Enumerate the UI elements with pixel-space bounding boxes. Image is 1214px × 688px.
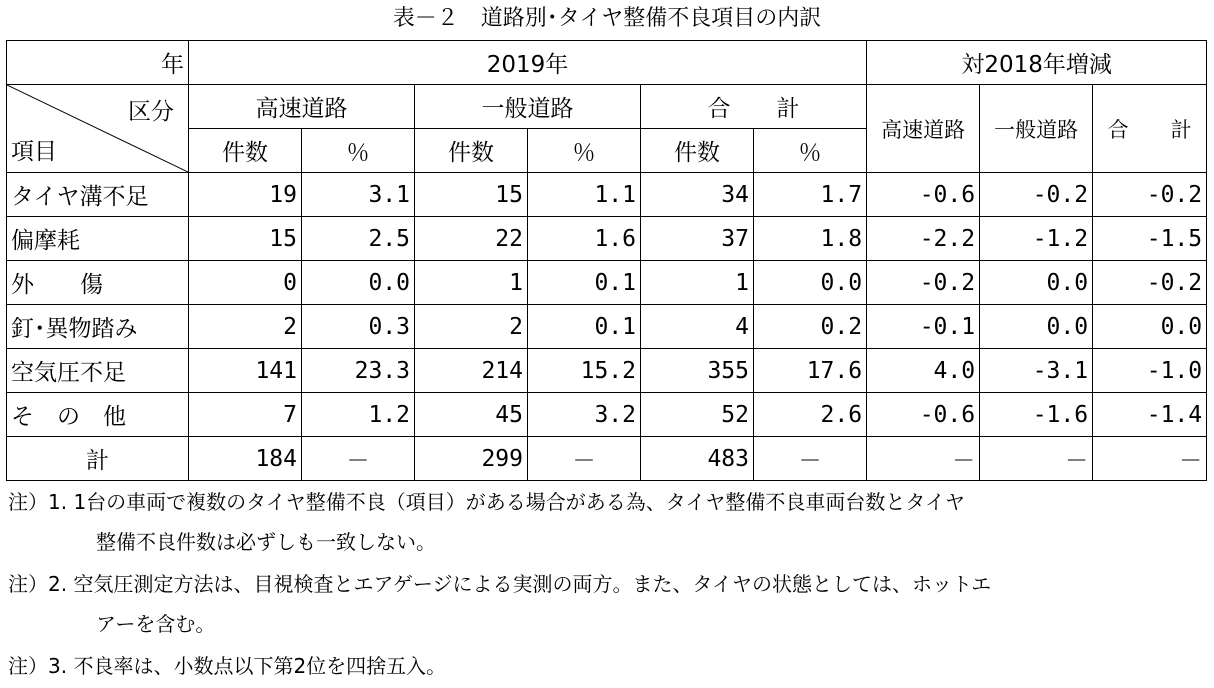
header-2019: 2019年 <box>189 41 867 85</box>
cell-chg-hw: -0.6 <box>867 393 980 437</box>
cell-hw-pct: 3.1 <box>302 173 415 217</box>
table-row <box>7 393 1207 437</box>
change-total: 合 計 <box>1093 85 1207 173</box>
cell-chg-gen: 0.0 <box>980 261 1093 305</box>
kubun-label: 区分 <box>128 99 174 125</box>
note-1: 注）1. 1台の車両で複数のタイヤ整備不良（項目）がある場合がある為、タイヤ整備不良車両台数とタイヤ <box>8 490 965 514</box>
row-label: そ の 他 <box>7 393 189 437</box>
cell-gen-count: 2 <box>415 305 528 349</box>
header-row-year <box>7 41 1207 85</box>
subheader-expressway: 高速道路 <box>189 85 415 129</box>
cell-gen-pct: 0.1 <box>528 305 641 349</box>
cell-tot-pct: 0.0 <box>754 261 867 305</box>
table-row <box>7 349 1207 393</box>
cell-tot-count: 37 <box>641 217 754 261</box>
total-hw-pct: － <box>302 437 415 481</box>
col-pct-general: ％ <box>528 129 641 173</box>
cell-gen-count: 22 <box>415 217 528 261</box>
year-label: 年 <box>7 41 189 85</box>
cell-chg-hw: -2.2 <box>867 217 980 261</box>
header-change-vs-2018: 対2018年増減 <box>867 41 1207 85</box>
cell-tot-pct: 0.2 <box>754 305 867 349</box>
cell-gen-pct: 1.6 <box>528 217 641 261</box>
cell-hw-pct: 2.5 <box>302 217 415 261</box>
col-pct-expressway: ％ <box>302 129 415 173</box>
total-label: 計 <box>7 437 189 481</box>
cell-chg-hw: -0.6 <box>867 173 980 217</box>
cell-hw-count: 15 <box>189 217 302 261</box>
total-chg-hw: － <box>867 437 980 481</box>
table-title: 表－２ 道路別･タイヤ整備不良項目の内訳 <box>392 6 822 31</box>
cell-chg-tot: -1.4 <box>1093 393 1207 437</box>
row-label: 偏摩耗 <box>7 217 189 261</box>
total-tot-pct: － <box>754 437 867 481</box>
table-row <box>7 217 1207 261</box>
total-gen-pct: － <box>528 437 641 481</box>
cell-tot-count: 355 <box>641 349 754 393</box>
cell-chg-tot: -0.2 <box>1093 261 1207 305</box>
cell-chg-gen: -1.2 <box>980 217 1093 261</box>
cell-chg-tot: -1.5 <box>1093 217 1207 261</box>
cell-gen-count: 214 <box>415 349 528 393</box>
cell-hw-count: 0 <box>189 261 302 305</box>
row-label: 空気圧不足 <box>7 349 189 393</box>
diagonal-header-cell <box>7 85 189 173</box>
cell-hw-pct: 23.3 <box>302 349 415 393</box>
cell-gen-pct: 3.2 <box>528 393 641 437</box>
header-row-category <box>7 85 1207 129</box>
table-row <box>7 173 1207 217</box>
note-2-line-2: アーを含む。 <box>96 612 216 636</box>
cell-chg-hw: -0.1 <box>867 305 980 349</box>
cell-hw-count: 141 <box>189 349 302 393</box>
cell-gen-pct: 15.2 <box>528 349 641 393</box>
cell-chg-gen: -0.2 <box>980 173 1093 217</box>
subheader-general-road: 一般道路 <box>415 85 641 129</box>
table-row <box>7 305 1207 349</box>
subheader-total: 合 計 <box>641 85 867 129</box>
row-label: 外 傷 <box>7 261 189 305</box>
cell-tot-count: 1 <box>641 261 754 305</box>
row-label: 釘･異物踏み <box>7 305 189 349</box>
cell-gen-pct: 1.1 <box>528 173 641 217</box>
cell-tot-pct: 1.7 <box>754 173 867 217</box>
change-general-road: 一般道路 <box>980 85 1093 173</box>
note-1-continued <box>8 528 436 556</box>
cell-hw-count: 2 <box>189 305 302 349</box>
note-1-line-2: 整備不良件数は必ずしも一致しない。 <box>96 530 436 554</box>
cell-chg-hw: 4.0 <box>867 349 980 393</box>
note-2-continued <box>8 610 215 638</box>
cell-tot-count: 52 <box>641 393 754 437</box>
cell-gen-count: 45 <box>415 393 528 437</box>
cell-chg-tot: -1.0 <box>1093 349 1207 393</box>
col-count-expressway: 件数 <box>189 129 302 173</box>
col-count-total: 件数 <box>641 129 754 173</box>
cell-tot-pct: 2.6 <box>754 393 867 437</box>
cell-chg-gen: 0.0 <box>980 305 1093 349</box>
cell-hw-count: 7 <box>189 393 302 437</box>
cell-chg-gen: -1.6 <box>980 393 1093 437</box>
note-2: 注）2. 空気圧測定方法は、目視検査とエアゲージによる実測の両方。また、タイヤの状態としては、ホットエ <box>8 572 992 596</box>
cell-gen-count: 1 <box>415 261 528 305</box>
total-chg-gen: － <box>980 437 1093 481</box>
total-gen-count: 299 <box>415 437 528 481</box>
cell-chg-gen: -3.1 <box>980 349 1093 393</box>
total-chg-tot: － <box>1093 437 1207 481</box>
cell-chg-hw: -0.2 <box>867 261 980 305</box>
koumoku-label: 項目 <box>11 139 57 165</box>
total-hw-count: 184 <box>189 437 302 481</box>
cell-hw-pct: 0.0 <box>302 261 415 305</box>
cell-gen-pct: 0.1 <box>528 261 641 305</box>
change-expressway: 高速道路 <box>867 85 980 173</box>
cell-hw-pct: 1.2 <box>302 393 415 437</box>
cell-tot-count: 4 <box>641 305 754 349</box>
cell-gen-count: 15 <box>415 173 528 217</box>
col-count-general: 件数 <box>415 129 528 173</box>
col-pct-total: ％ <box>754 129 867 173</box>
cell-chg-tot: -0.2 <box>1093 173 1207 217</box>
cell-hw-count: 19 <box>189 173 302 217</box>
table-row <box>7 261 1207 305</box>
cell-tot-pct: 17.6 <box>754 349 867 393</box>
cell-tot-pct: 1.8 <box>754 217 867 261</box>
total-tot-count: 483 <box>641 437 754 481</box>
row-label: タイヤ溝不足 <box>7 173 189 217</box>
cell-hw-pct: 0.3 <box>302 305 415 349</box>
cell-tot-count: 34 <box>641 173 754 217</box>
tire-defect-table <box>6 40 1207 481</box>
cell-chg-tot: 0.0 <box>1093 305 1207 349</box>
note-3: 注）3. 不良率は、小数点以下第2位を四捨五入。 <box>8 654 447 678</box>
total-row <box>7 437 1207 481</box>
